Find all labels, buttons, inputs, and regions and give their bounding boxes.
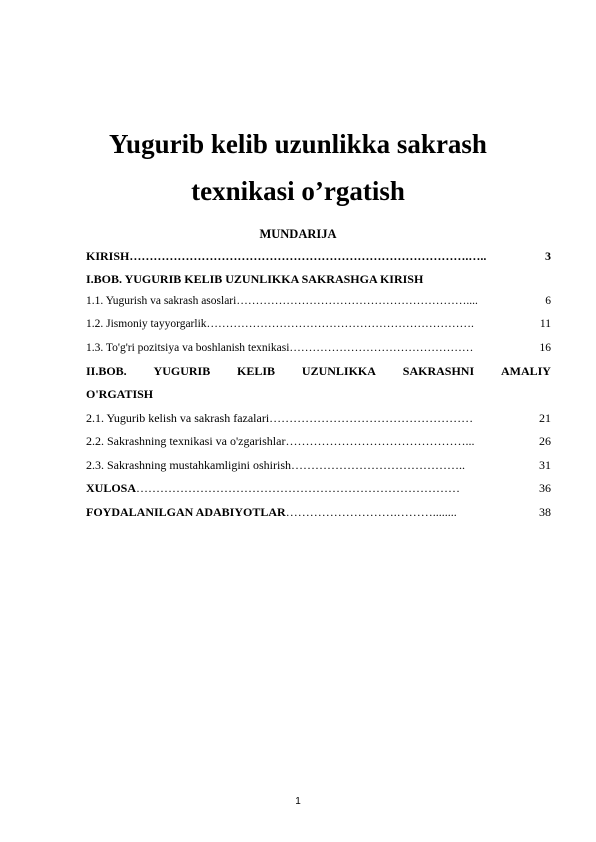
toc-entry-label: 2.3. Sakrashning mustahkamligini oshirish [86,458,291,472]
toc-entry-page: 38 [539,505,551,519]
chapter-2-word: SAKRASHNI [402,364,475,378]
toc-entry-xulosa [86,480,551,496]
document-title-line-2: texnikasi o’rgatish [191,176,405,206]
toc-entry-page: 16 [539,342,551,354]
toc-entry-page: 3 [545,249,551,263]
toc-entry-1-2 [86,316,551,332]
toc-entry-1-3 [86,340,551,356]
toc-entry-page: 31 [539,458,551,472]
toc-leader-dots: ……………………………………………………………. [206,318,474,330]
toc-entry-2-2 [86,433,551,449]
toc-leader-dots: ……………………….………........ [285,505,457,519]
toc-leader-dots: ………………………………………… [289,342,474,354]
toc-heading: MUNDARIJA [259,227,337,241]
toc-entry-label: 1.3. To'g'ri pozitsiya va boshlanish texnikasi [86,342,290,354]
toc-entry-page: 11 [539,318,551,330]
toc-entry-label: KIRISH [86,249,130,263]
toc-entry-kirish [86,248,551,264]
toc-entry-label: 2.2. Sakrashning texnikasi va o'zgarishlar [86,434,286,448]
chapter-2-word: II.BOB. [86,364,127,378]
toc-leader-dots: ………………………………………………………………………….….. [129,249,487,263]
toc-chapter-2-heading-continued: O'RGATISH [86,387,154,401]
toc-leader-dots: …………………………………………… [269,411,474,425]
chapter-2-word: YUGURIB [153,364,211,378]
toc-entry-page: 26 [539,434,551,448]
toc-leader-dots: …………………………………………………….... [236,295,478,307]
chapter-2-word: KELIB [237,364,276,378]
toc-chapter-2-heading [86,363,551,379]
toc-entry-2-1 [86,410,551,426]
toc-entry-label: FOYDALANILGAN ADABIYOTLAR [86,505,286,519]
toc-entry-label: 2.1. Yugurib kelish va sakrash fazalari [86,411,270,425]
toc-entry-page: 36 [539,481,551,495]
toc-entry-2-3 [86,457,551,473]
page-number: 1 [295,796,301,807]
document-title-line-1: Yugurib kelib uzunlikka sakrash [109,129,487,159]
toc-entry-page: 6 [545,295,551,307]
toc-leader-dots: ……………………………………………………………………… [136,481,461,495]
chapter-2-word: UZUNLIKKA [301,364,376,378]
toc-entry-label: XULOSA [86,481,137,495]
toc-entry-label: 1.2. Jismoniy tayyorgarlik [86,318,207,330]
toc-entry-adabiyotlar [86,504,551,520]
toc-entry-page: 21 [539,411,551,425]
toc-chapter-1-heading: I.BOB. YUGURIB KELIB UZUNLIKKA SAKRASHGA KIRISH [86,272,424,286]
chapter-2-word: AMALIY [500,364,551,378]
toc-leader-dots: ………………………………………... [285,434,475,448]
toc-entry-label: 1.1. Yugurish va sakrash asoslari [86,295,237,307]
toc-entry-1-1 [86,293,551,309]
toc-leader-dots: …………………………………….. [291,458,465,472]
